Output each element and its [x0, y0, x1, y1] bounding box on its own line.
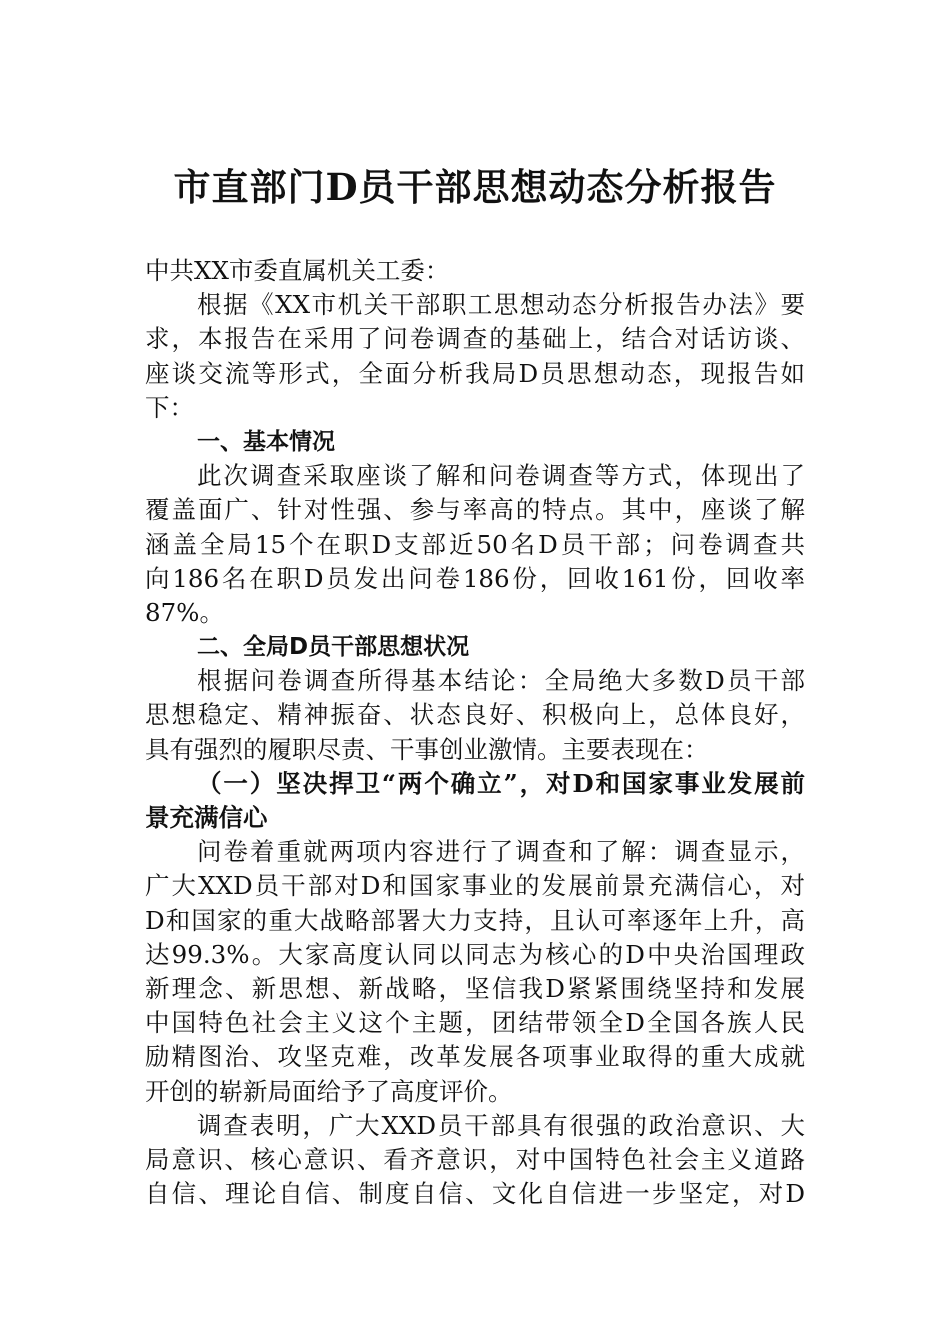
paragraph-line: 此次调查采取座谈了解和问卷调查等方式，体现出了 — [197, 461, 805, 491]
paragraph-line: 具有强烈的履职尽责、干事创业激情。主要表现在： — [145, 734, 709, 764]
paragraph-line: 自信、理论自信、制度自信、文化自信进一步坚定，对D — [145, 1179, 805, 1209]
paragraph-line: 局意识、核心意识、看齐意识，对中国特色社会主义道路 — [145, 1144, 805, 1174]
paragraph-line: 求，本报告在采用了问卷调查的基础上，结合对话访谈、 — [145, 324, 805, 354]
subsection-heading: 景充满信心 — [145, 803, 268, 832]
subsection-heading: （一）坚决捍卫“两个确立”，对D和国家事业发展前 — [197, 768, 805, 798]
paragraph-line: 座谈交流等形式，全面分析我局D员思想动态，现报告如 — [145, 358, 805, 388]
section-heading-thoughts: 二、全局D员干部思想状况 — [197, 634, 470, 661]
paragraph-line: 励精图治、攻坚克难，改革发展各项事业取得的重大成就 — [145, 1042, 805, 1072]
paragraph-line: 开创的崭新局面给予了高度评价。 — [145, 1076, 513, 1106]
paragraph-line: 根据问卷调查所得基本结论：全局绝大多数D员干部 — [197, 666, 805, 696]
paragraph-line: 问卷着重就两项内容进行了调查和了解：调查显示， — [197, 837, 805, 867]
section-heading-basic: 一、基本情况 — [197, 428, 335, 455]
paragraph-line: 向186名在职D员发出问卷186份，回收161份，回收率 — [145, 563, 805, 593]
paragraph-line: 根据《XX市机关干部职工思想动态分析报告办法》要 — [197, 290, 805, 320]
paragraph-line: 下： — [145, 392, 194, 422]
document-body — [145, 254, 805, 1211]
paragraph-line: D和国家的重大战略部署大力支持，且认可率逐年上升，高 — [145, 905, 805, 935]
paragraph-line: 覆盖面广、针对性强、参与率高的特点。其中，座谈了解 — [145, 495, 805, 525]
paragraph-line: 广大XXD员干部对D和国家事业的发展前景充满信心，对 — [145, 871, 805, 901]
paragraph-line: 思想稳定、精神振奋、状态良好、积极向上，总体良好， — [145, 700, 805, 730]
paragraph-line: 调查表明，广大XXD员干部具有很强的政治意识、大 — [197, 1110, 805, 1140]
paragraph-line: 新理念、新思想、新战略，坚信我D紧紧围绕坚持和发展 — [145, 973, 805, 1003]
paragraph-line: 涵盖全局15个在职D支部近50名D员干部；问卷调查共 — [145, 529, 805, 559]
document-title: 市直部门D员干部思想动态分析报告 — [173, 165, 777, 209]
salutation: 中共XX市委直属机关工委： — [145, 256, 450, 285]
paragraph-line: 中国特色社会主义这个主题，团结带领全D全国各族人民 — [145, 1008, 805, 1038]
paragraph-line: 87%。 — [145, 597, 224, 627]
paragraph-line: 达99.3%。大家高度认同以同志为核心的D中央治国理政 — [145, 939, 805, 969]
